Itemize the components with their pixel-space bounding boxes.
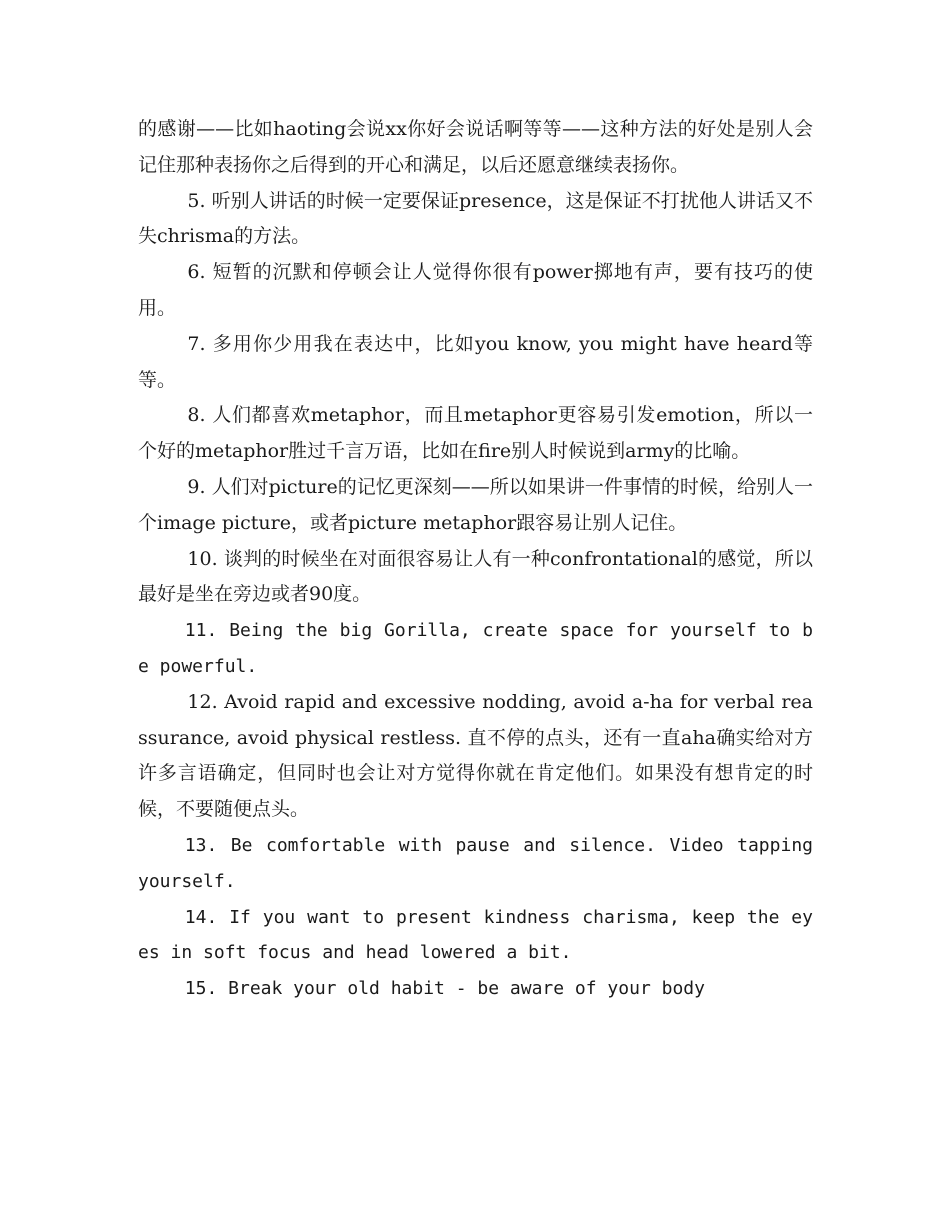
paragraph-item-7: 7. 多用你少用我在表达中，比如you know, you might have heard等等。 [138,332,813,391]
paragraph-continued: 的感谢——比如haoting会说xx你好会说话啊等等——这种方法的好处是别人会记住那种表扬你之后得到的开心和满足，以后还愿意继续表扬你。 [138,118,813,176]
paragraph-item-11: 11. Being the big Gorilla, create space for yourself to be powerful. [138,620,813,677]
paragraph-item-9: 9. 人们对picture的记忆更深刻——所以如果讲一件事情的时候，给别人一个image picture，或者picture metaphor跟容易让别人记住。 [138,475,813,534]
paragraph-item-10: 10. 谈判的时候坐在对面很容易让人有一种confrontational的感觉，所以最好是坐在旁边或者90度。 [138,547,813,606]
paragraph-item-14: 14. If you want to present kindness charisma, keep the eyes in soft focus and head lowered a bit. [138,906,813,964]
document-page [138,112,813,1007]
paragraph-item-5: 5. 听别人讲话的时候一定要保证presence，这是保证不打扰他人讲话又不失chrisma的方法。 [138,189,813,248]
paragraph-item-6: 6. 短暂的沉默和停顿会让人觉得你很有power掷地有声，要有技巧的使用。 [138,261,813,319]
paragraph-item-13: 13. Be comfortable with pause and silence. Video tapping yourself. [138,834,813,892]
paragraph-item-12: 12. Avoid rapid and excessive nodding, avoid a-ha for verbal reassurance, avoid physical restless. 直不停的点头，还有一直aha确实给对方许多言语确定，但同时也会让对方觉得你就在肯定他们。如果没有想肯定的时候，不要随便点头。 [138,690,813,821]
paragraph-item-8: 8. 人们都喜欢metaphor，而且metaphor更容易引发emotion，所以一个好的metaphor胜过千言万语，比如在fire别人时候说到army的比喻。 [138,404,813,463]
paragraph-item-15: 15. Break your old habit - be aware of your body [184,978,705,1000]
